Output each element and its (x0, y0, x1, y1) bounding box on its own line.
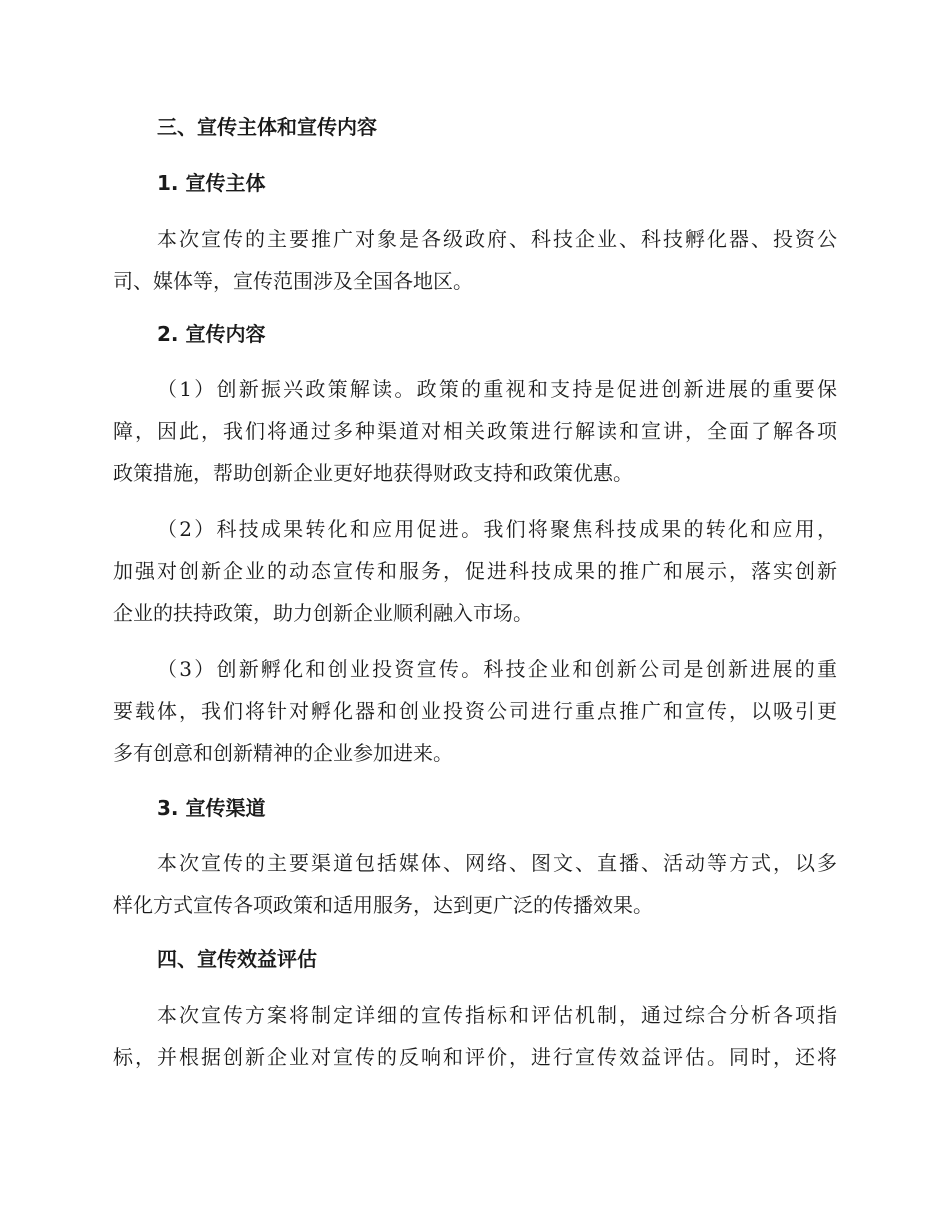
paragraph-line: 要载体，我们将针对孵化器和创业投资公司进行重点推广和宣传，以吸引更 (113, 699, 837, 723)
paragraph-line: （3）创新孵化和创业投资宣传。科技企业和创新公司是创新进展的重 (157, 657, 837, 681)
paragraph-line: 障，因此，我们将通过多种渠道对相关政策进行解读和宣讲，全面了解各项 (113, 419, 837, 443)
paragraph-line: 标，并根据创新企业对宣传的反响和评价，进行宣传效益评估。同时，还将 (113, 1045, 837, 1069)
paragraph-line: （1）创新振兴政策解读。政策的重视和支持是促进创新进展的重要保 (157, 377, 837, 401)
section-3-3-paragraph (113, 842, 837, 926)
section-3-2-heading: 2. 宣传内容 (157, 322, 266, 346)
paragraph-line: 本次宣传的主要渠道包括媒体、网络、图文、直播、活动等方式，以多 (157, 851, 837, 875)
section-3-2-paragraph-1 (113, 368, 837, 494)
paragraph-line: 司、媒体等，宣传范围涉及全国各地区。 (113, 269, 473, 293)
paragraph-line: （2）科技成果转化和应用促进。我们将聚焦科技成果的转化和应用， (157, 517, 837, 541)
section-3-heading: 三、宣传主体和宣传内容 (157, 115, 377, 139)
section-3-3-heading: 3. 宣传渠道 (157, 796, 266, 820)
paragraph-line: 本次宣传方案将制定详细的宣传指标和评估机制，通过综合分析各项指 (157, 1003, 837, 1027)
paragraph-line: 企业的扶持政策，助力创新企业顺利融入市场。 (113, 601, 533, 625)
paragraph-line: 政策措施，帮助创新企业更好地获得财政支持和政策优惠。 (113, 461, 633, 485)
section-3-1-paragraph (113, 218, 837, 302)
section-3-1-heading: 1. 宣传主体 (157, 171, 266, 195)
paragraph-line: 加强对创新企业的动态宣传和服务，促进科技成果的推广和展示，落实创新 (113, 559, 837, 583)
paragraph-line: 多有创意和创新精神的企业参加进来。 (113, 741, 453, 765)
section-3-2-paragraph-3 (113, 648, 837, 774)
section-4-heading: 四、宣传效益评估 (157, 947, 317, 971)
paragraph-line: 样化方式宣传各项政策和适用服务，达到更广泛的传播效果。 (113, 893, 653, 917)
section-4-paragraph (113, 994, 837, 1078)
section-3-2-paragraph-2 (113, 508, 837, 634)
paragraph-line: 本次宣传的主要推广对象是各级政府、科技企业、科技孵化器、投资公 (157, 227, 837, 251)
